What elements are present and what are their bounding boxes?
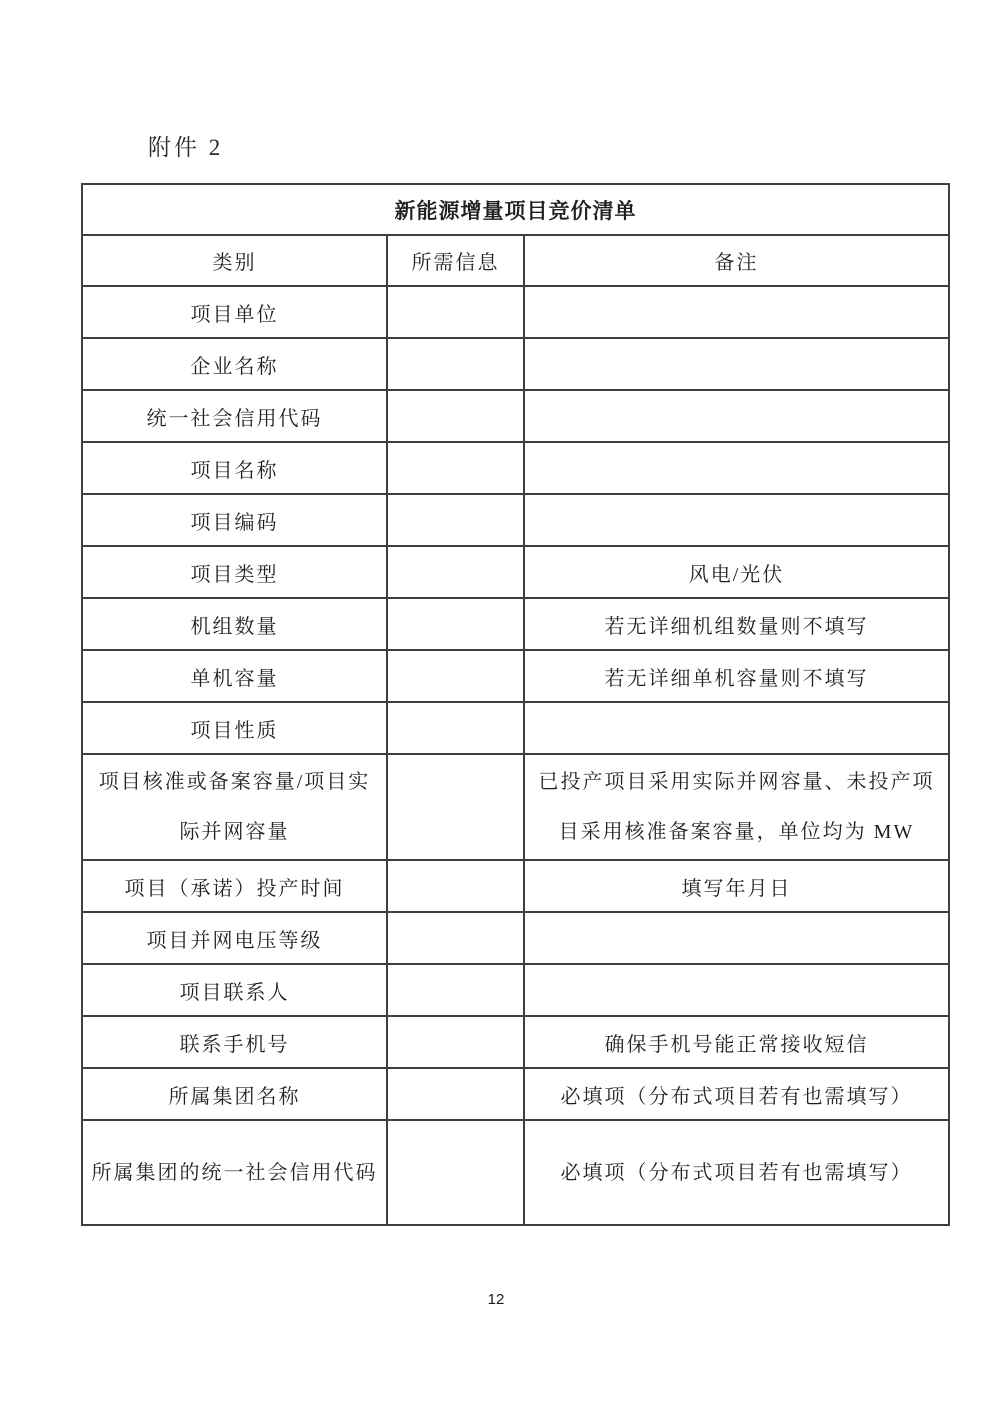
category-cell: 所属集团的统一社会信用代码	[82, 1120, 387, 1225]
info-cell	[387, 964, 524, 1016]
remark-cell: 必填项（分布式项目若有也需填写）	[524, 1068, 949, 1120]
remark-cell: 风电/光伏	[524, 546, 949, 598]
category-cell: 项目名称	[82, 442, 387, 494]
info-cell	[387, 390, 524, 442]
remark-cell	[524, 442, 949, 494]
remark-cell: 必填项（分布式项目若有也需填写）	[524, 1120, 949, 1225]
category-cell: 机组数量	[82, 598, 387, 650]
info-cell	[387, 702, 524, 754]
category-cell: 项目类型	[82, 546, 387, 598]
table-row	[82, 754, 949, 860]
category-cell: 项目编码	[82, 494, 387, 546]
category-cell: 项目（承诺）投产时间	[82, 860, 387, 912]
remark-cell	[524, 494, 949, 546]
table-row	[82, 338, 949, 390]
page-number: 12	[487, 1291, 505, 1308]
category-cell: 单机容量	[82, 650, 387, 702]
remark-cell: 若无详细单机容量则不填写	[524, 650, 949, 702]
category-cell: 联系手机号	[82, 1016, 387, 1068]
category-cell: 统一社会信用代码	[82, 390, 387, 442]
header-remark: 备注	[524, 235, 949, 286]
header-required-info: 所需信息	[387, 235, 524, 286]
remark-cell: 确保手机号能正常接收短信	[524, 1016, 949, 1068]
info-cell	[387, 286, 524, 338]
category-cell: 所属集团名称	[82, 1068, 387, 1120]
table-row	[82, 1068, 949, 1120]
remark-cell	[524, 338, 949, 390]
info-cell	[387, 912, 524, 964]
table-row	[82, 1016, 949, 1068]
category-cell: 项目并网电压等级	[82, 912, 387, 964]
remark-cell: 若无详细机组数量则不填写	[524, 598, 949, 650]
info-cell	[387, 546, 524, 598]
table-title-row	[82, 184, 949, 235]
table-row	[82, 598, 949, 650]
table-row	[82, 286, 949, 338]
table-row	[82, 860, 949, 912]
info-cell	[387, 754, 524, 860]
remark-cell	[524, 390, 949, 442]
remark-cell	[524, 286, 949, 338]
table-row	[82, 912, 949, 964]
category-cell: 项目联系人	[82, 964, 387, 1016]
info-cell	[387, 1120, 524, 1225]
category-cell: 项目单位	[82, 286, 387, 338]
info-cell	[387, 650, 524, 702]
info-cell	[387, 338, 524, 390]
table-row	[82, 964, 949, 1016]
table-title: 新能源增量项目竞价清单	[82, 184, 949, 235]
table-row	[82, 650, 949, 702]
info-cell	[387, 860, 524, 912]
remark-cell	[524, 912, 949, 964]
category-cell: 项目性质	[82, 702, 387, 754]
header-category: 类别	[82, 235, 387, 286]
info-cell	[387, 1016, 524, 1068]
info-cell	[387, 598, 524, 650]
table-row	[82, 494, 949, 546]
table-body	[82, 286, 949, 1225]
remark-cell: 填写年月日	[524, 860, 949, 912]
info-cell	[387, 442, 524, 494]
table-header-row	[82, 235, 949, 286]
remark-cell	[524, 702, 949, 754]
category-cell: 项目核准或备案容量/项目实际并网容量	[82, 754, 387, 860]
table-row	[82, 442, 949, 494]
remark-cell	[524, 964, 949, 1016]
info-cell	[387, 494, 524, 546]
remark-cell: 已投产项目采用实际并网容量、未投产项目采用核准备案容量，单位均为 MW	[524, 754, 949, 860]
category-cell: 企业名称	[82, 338, 387, 390]
attachment-label: 附件 2	[148, 135, 224, 160]
table-row	[82, 702, 949, 754]
bidding-table	[81, 183, 950, 1226]
table-row	[82, 1120, 949, 1225]
info-cell	[387, 1068, 524, 1120]
table-row	[82, 546, 949, 598]
table-row	[82, 390, 949, 442]
